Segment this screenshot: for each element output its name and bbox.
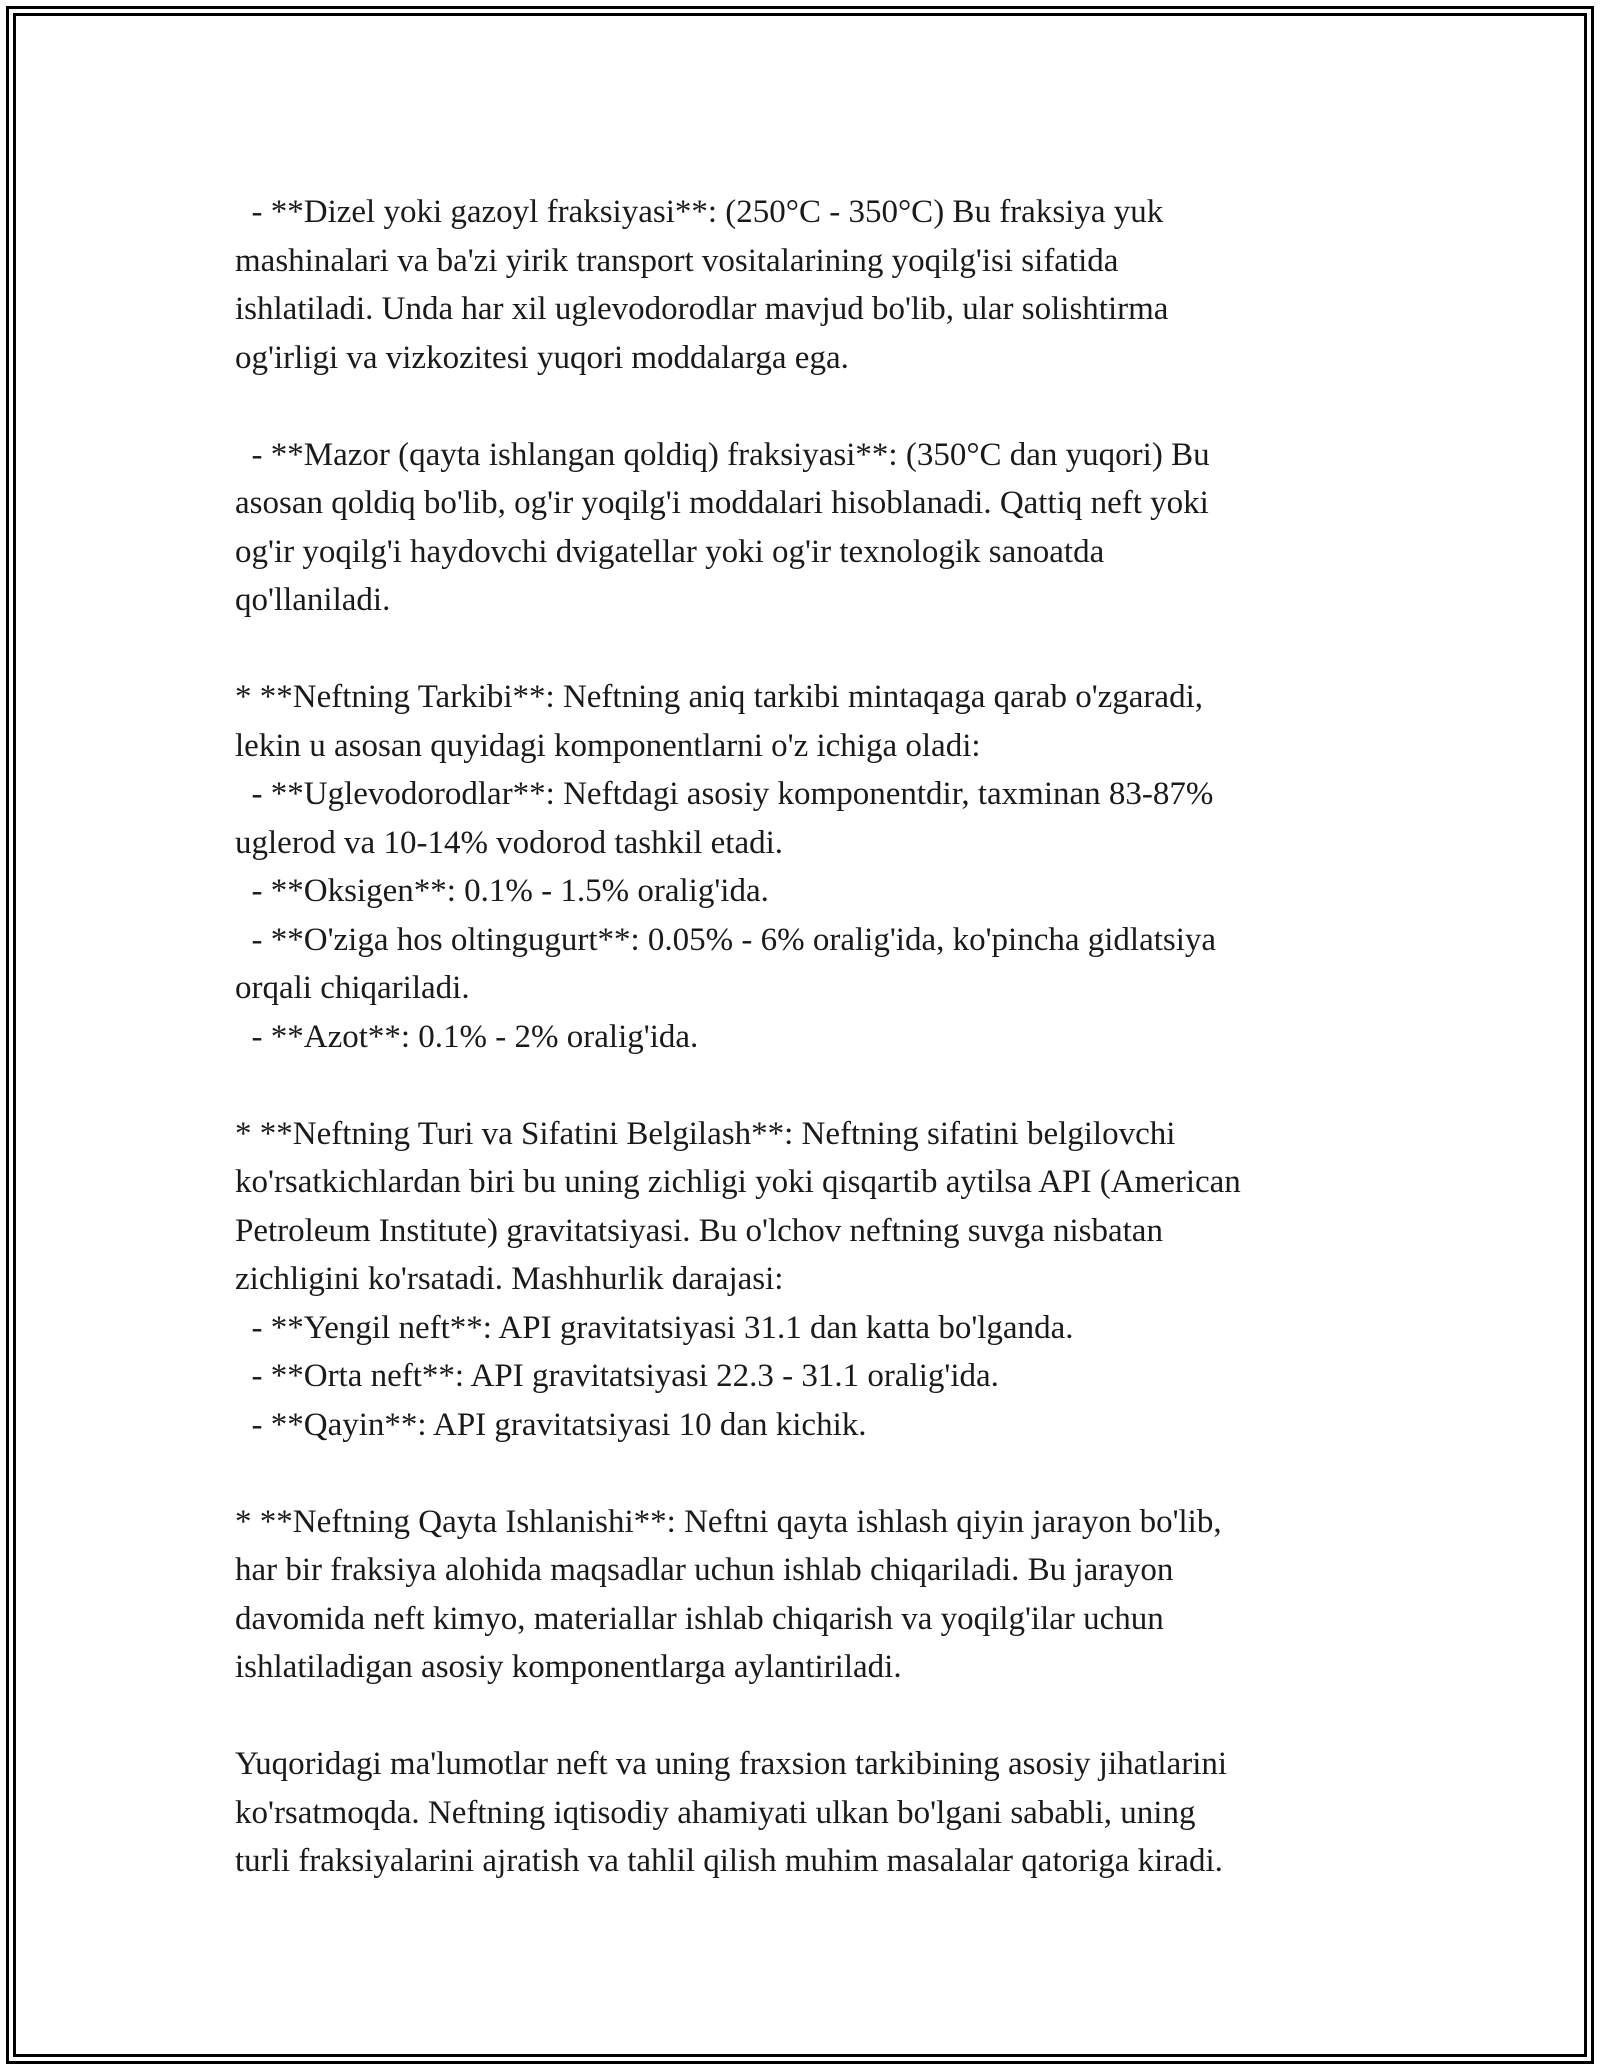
- text-line: har bir fraksiya alohida maqsadlar uchun ishlab chiqariladi. Bu jarayon: [235, 1552, 1174, 1588]
- text-line: ishlatiladigan asosiy komponentlarga aylantiriladi.: [235, 1649, 902, 1685]
- text-line: - **Dizel yoki gazoyl fraksiyasi**: (250°C - 350°C) Bu fraksiya yuk: [235, 194, 1164, 230]
- document-body: [235, 188, 1365, 1886]
- text-line: ko'rsatkichlardan biri bu uning zichligi yoki qisqartib aytilsa API (American: [235, 1164, 1241, 1200]
- text-line: Petroleum Institute) gravitatsiyasi. Bu o'lchov neftning suvga nisbatan: [235, 1212, 1163, 1249]
- paragraph-quality: [235, 1110, 1365, 1450]
- text-line: og'irligi va vizkozitesi yuqori moddalarga ega.: [235, 339, 849, 376]
- text-line: - **Oksigen**: 0.1% - 1.5% oralig'ida.: [235, 873, 769, 909]
- paragraph-gap: [235, 1061, 1365, 1110]
- text-line: orqali chiqariladi.: [235, 970, 470, 1006]
- paragraph-mazor-fraction: [235, 431, 1365, 625]
- text-line: - **Yengil neft**: API gravitatsiyasi 31.1 dan katta bo'lganda.: [235, 1309, 1074, 1346]
- text-line: asosan qoldiq bo'lib, og'ir yoqilg'i moddalari hisoblanadi. Qattiq neft yoki: [235, 485, 1209, 521]
- paragraph-gap: [235, 625, 1365, 674]
- text-line: * **Neftning Tarkibi**: Neftning aniq tarkibi mintaqaga qarab o'zgaradi,: [235, 679, 1203, 715]
- text-line: uglerod va 10-14% vodorod tashkil etadi.: [235, 824, 784, 861]
- text-line: mashinalari va ba'zi yirik transport vositalarining yoqilg'isi sifatida: [235, 242, 1119, 279]
- paragraph-refining: [235, 1498, 1365, 1692]
- text-line: - **O'ziga hos oltingugurt**: 0.05% - 6% oralig'ida, ko'pincha gidlatsiya: [235, 921, 1217, 958]
- text-line: lekin u asosan quyidagi komponentlarni o'z ichiga oladi:: [235, 727, 981, 764]
- text-line: ishlatiladi. Unda har xil uglevodorodlar mavjud bo'lib, ular solishtirma: [235, 291, 1169, 327]
- text-line: turli fraksiyalarini ajratish va tahlil qilish muhim masalalar qatoriga kiradi.: [235, 1843, 1223, 1879]
- text-line: ko'rsatmoqda. Neftning iqtisodiy ahamiyati ulkan bo'lgani sababli, uning: [235, 1794, 1196, 1831]
- paragraph-conclusion: [235, 1740, 1365, 1886]
- text-line: og'ir yoqilg'i haydovchi dvigatellar yoki og'ir texnologik sanoatda: [235, 533, 1105, 570]
- text-line: davomida neft kimyo, materiallar ishlab chiqarish va yoqilg'ilar uchun: [235, 1600, 1164, 1637]
- paragraph-composition: [235, 673, 1365, 1061]
- text-line: * **Neftning Qayta Ishlanishi**: Neftni qayta ishlash qiyin jarayon bo'lib,: [235, 1503, 1222, 1540]
- text-line: - **Orta neft**: API gravitatsiyasi 22.3 - 31.1 oralig'ida.: [235, 1358, 999, 1394]
- paragraph-gap: [235, 1692, 1365, 1741]
- text-line: - **Azot**: 0.1% - 2% oralig'ida.: [235, 1018, 699, 1055]
- paragraph-gap: [235, 382, 1365, 431]
- paragraph-gap: [235, 1449, 1365, 1498]
- text-line: * **Neftning Turi va Sifatini Belgilash**: Neftning sifatini belgilovchi: [235, 1115, 1176, 1152]
- text-line: - **Mazor (qayta ishlangan qoldiq) fraksiyasi**: (350°C dan yuqori) Bu: [235, 436, 1210, 473]
- text-line: - **Uglevodorodlar**: Neftdagi asosiy komponentdir, taxminan 83-87%: [235, 776, 1214, 812]
- paragraph-dizel-fraction: [235, 188, 1365, 382]
- text-line: zichligini ko'rsatadi. Mashhurlik darajasi:: [235, 1261, 784, 1297]
- text-line: Yuqoridagi ma'lumotlar neft va uning fraxsion tarkibining asosiy jihatlarini: [235, 1746, 1228, 1782]
- text-line: - **Qayin**: API gravitatsiyasi 10 dan kichik.: [235, 1406, 867, 1443]
- text-line: qo'llaniladi.: [235, 582, 391, 618]
